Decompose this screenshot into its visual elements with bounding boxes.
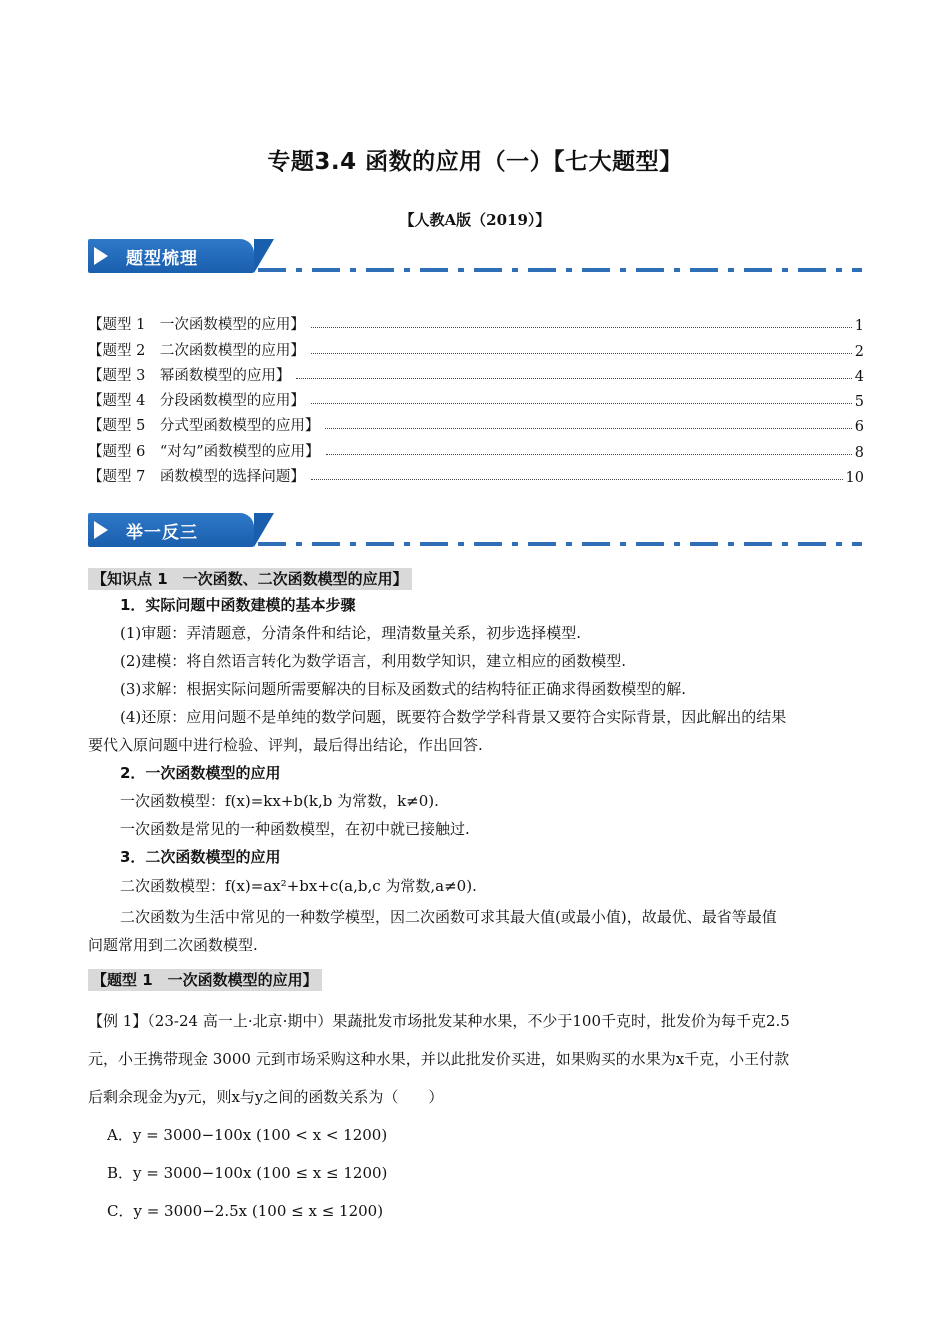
formula-line: 一次函数模型：f(x)=kx+b(k,b 为常数，k≠0). xyxy=(120,792,439,810)
toc-page: 8 xyxy=(854,444,864,461)
toc-label: 【题型 2 二次函数模型的应用】 xyxy=(88,342,305,359)
toc-leader xyxy=(326,454,852,455)
toc-row[interactable] xyxy=(88,334,864,359)
section-banner-types xyxy=(88,239,862,279)
page-title: 专题3.4 函数的应用（一）【七大题型】 xyxy=(267,149,683,175)
toc-label: 【题型 5 分式型函数模型的应用】 xyxy=(88,418,320,435)
edition-subtitle: 【人教A版（2019）】 xyxy=(399,211,551,229)
toc-leader xyxy=(325,428,851,429)
toc-row[interactable] xyxy=(88,410,864,435)
play-arrow-icon xyxy=(94,247,108,265)
dash-dot-divider xyxy=(258,268,862,272)
toc-label: 【题型 3 幂函数模型的应用】 xyxy=(88,367,291,384)
step-title: 2．一次函数模型的应用 xyxy=(120,764,281,782)
toc-page: 10 xyxy=(845,470,864,487)
toc-leader xyxy=(311,403,852,404)
question-line: 元，小王携带现金 3000 元到市场采购这种水果，并以此批发价买进，如果购买的水果为x千克，小王付款 xyxy=(88,1050,790,1068)
option-a[interactable]: A．y = 3000−100x (100 < x < 1200) xyxy=(107,1126,388,1144)
question-line: 【例 1】（23-24 高一上·北京·期中）果蔬批发市场批发某种水果，不少于100千克时，批发价为每千克2.5 xyxy=(88,1012,790,1030)
step-title: 3．二次函数模型的应用 xyxy=(120,848,281,866)
toc-leader xyxy=(311,353,852,354)
paragraph: (3)求解：根据实际问题所需要解决的目标及函数式的结构特征正确求得函数模型的解. xyxy=(120,680,687,698)
toc-page: 1 xyxy=(854,318,864,335)
toc-row[interactable] xyxy=(88,309,864,334)
banner-label: 题型梳理 xyxy=(126,249,198,269)
play-arrow-icon xyxy=(94,521,108,539)
toc-page: 5 xyxy=(854,394,864,411)
toc-row[interactable] xyxy=(88,360,864,385)
paragraph: 要代入原问题中进行检验、评判，最后得出结论，作出回答. xyxy=(88,736,483,754)
knowledge-heading: 【知识点 1 一次函数、二次函数模型的应用】 xyxy=(88,568,412,590)
option-b[interactable]: B．y = 3000−100x (100 ≤ x ≤ 1200) xyxy=(107,1164,388,1182)
dash-dot-divider xyxy=(258,542,862,546)
toc-leader xyxy=(296,378,851,379)
formula-line: 二次函数模型：f(x)=ax²+bx+c(a,b,c 为常数,a≠0). xyxy=(120,877,477,895)
banner-label: 举一反三 xyxy=(126,523,198,543)
paragraph: (2)建模：将自然语言转化为数学语言，利用数学知识，建立相应的函数模型. xyxy=(120,652,627,670)
toc-row[interactable] xyxy=(88,435,864,460)
toc-leader xyxy=(311,327,852,328)
paragraph: (4)还原：应用问题不是单纯的数学问题，既要符合数学学科背景又要符合实际背景，因此解出的结果 xyxy=(120,708,787,726)
toc-row[interactable] xyxy=(88,385,864,410)
paragraph: 问题常用到二次函数模型. xyxy=(88,936,258,954)
type1-heading: 【题型 1 一次函数模型的应用】 xyxy=(88,969,322,991)
toc-label: 【题型 1 一次函数模型的应用】 xyxy=(88,317,305,334)
paragraph: 二次函数为生活中常见的一种数学模型，因二次函数可求其最大值(或最小值)，故最优、最省等最值 xyxy=(120,908,777,926)
toc-label: 【题型 6 “对勾”函数模型的应用】 xyxy=(88,443,320,460)
toc-leader xyxy=(311,479,843,480)
question-line: 后剩余现金为y元，则x与y之间的函数关系为（ ） xyxy=(88,1088,444,1106)
toc-page: 6 xyxy=(854,419,864,436)
toc-label: 【题型 4 分段函数模型的应用】 xyxy=(88,393,305,410)
paragraph: 一次函数是常见的一种函数模型，在初中就已接触过. xyxy=(120,820,470,838)
toc-label: 【题型 7 函数模型的选择问题】 xyxy=(88,469,305,486)
table-of-contents xyxy=(88,309,864,486)
step-title: 1．实际问题中函数建模的基本步骤 xyxy=(120,596,356,614)
toc-row[interactable] xyxy=(88,461,864,486)
toc-page: 2 xyxy=(854,343,864,360)
option-c[interactable]: C．y = 3000−2.5x (100 ≤ x ≤ 1200) xyxy=(107,1202,384,1220)
paragraph: (1)审题：弄清题意，分清条件和结论，理清数量关系，初步选择模型. xyxy=(120,624,582,642)
section-banner-practice xyxy=(88,513,862,553)
toc-page: 4 xyxy=(854,368,864,385)
